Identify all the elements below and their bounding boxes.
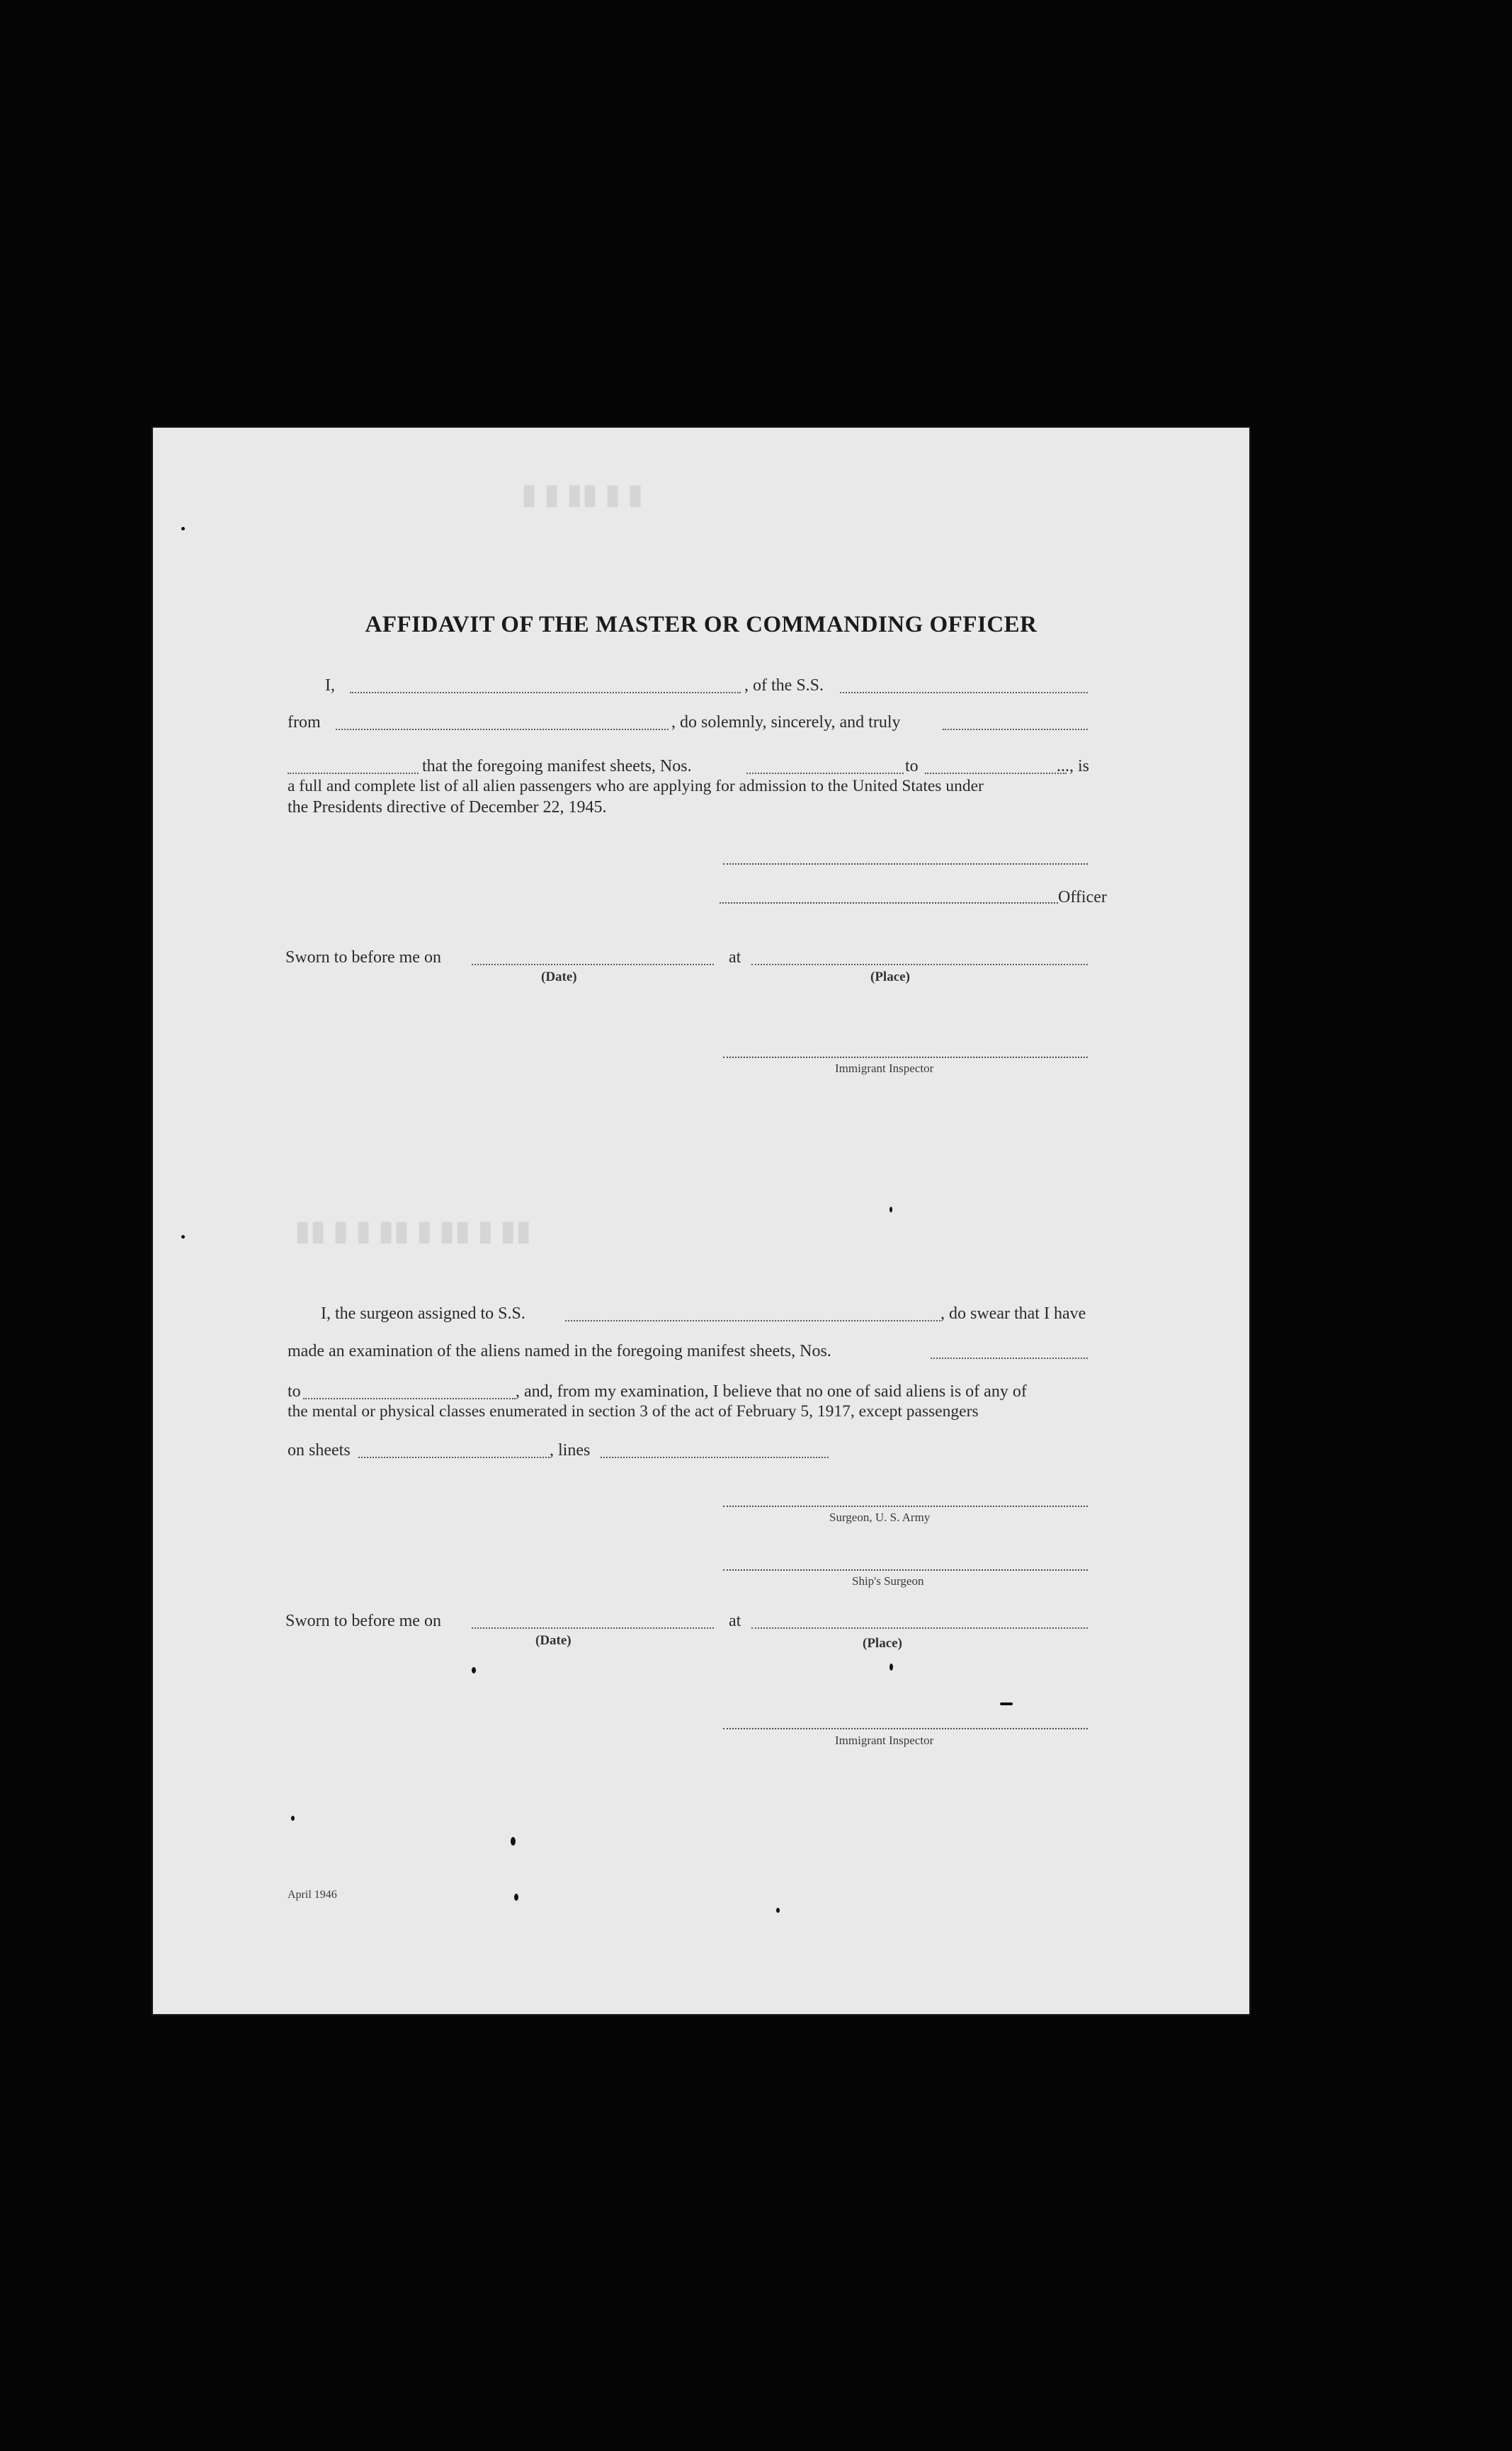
ship-surgeon-signature-line[interactable]: [723, 1569, 1088, 1571]
master-name-field[interactable]: [350, 692, 741, 693]
master-sworn-date-field[interactable]: [472, 964, 714, 965]
scan-speck: [181, 1235, 185, 1239]
ship-surgeon-caption: Ship's Surgeon: [852, 1574, 924, 1588]
scan-speck: [1000, 1702, 1013, 1705]
master-port-field[interactable]: [336, 729, 669, 730]
master-swear-label: , do solemnly, sincerely, and truly: [671, 713, 901, 732]
surgeon-exception-sheets-field[interactable]: [358, 1457, 550, 1458]
scan-speck: [472, 1667, 476, 1673]
surgeon-at-label: at: [729, 1612, 741, 1630]
master-truly-field[interactable]: [943, 729, 1088, 730]
surgeon-on-sheets-label: on sheets: [288, 1441, 351, 1460]
surgeon-exam-label: made an examination of the aliens named in the foregoing manifest sheets, Nos.: [288, 1342, 831, 1360]
master-sheets-from-field[interactable]: [746, 773, 904, 774]
master-ss-label: , of the S.S.: [744, 676, 824, 695]
master-place-caption: (Place): [870, 969, 910, 984]
master-directive-line: the Presidents directive of December 22, 1945.: [288, 798, 607, 817]
army-surgeon-caption: Surgeon, U. S. Army: [829, 1511, 931, 1524]
surgeon-sheets-to-field[interactable]: [303, 1398, 516, 1399]
master-sheets-to-field[interactable]: [925, 773, 1067, 774]
surgeon-sheets-from-field[interactable]: [931, 1358, 1088, 1359]
master-at-label: at: [729, 948, 741, 967]
scan-speck: [181, 527, 185, 530]
surgeon-place-caption: (Place): [863, 1636, 902, 1651]
army-surgeon-signature-line[interactable]: [723, 1506, 1088, 1507]
form-date-footer: April 1946: [288, 1889, 337, 1901]
master-date-caption: (Date): [541, 969, 577, 984]
officer-signature-line[interactable]: [720, 902, 1058, 904]
master-from-label: from: [288, 713, 321, 732]
scan-speck: [889, 1207, 892, 1212]
surgeon-sworn-label: Sworn to before me on: [285, 1612, 441, 1630]
surgeon-inspector-signature-line[interactable]: [723, 1728, 1088, 1729]
master-inspector-caption: Immigrant Inspector: [835, 1062, 934, 1075]
surgeon-ship-field[interactable]: [565, 1320, 940, 1321]
surgeon-lines-label: , lines: [550, 1441, 591, 1460]
master-sheets-label: that the foregoing manifest sheets, Nos.: [422, 757, 692, 775]
surgeon-swear-label: , do swear that I have: [940, 1304, 1086, 1323]
bleed-through-shadow: ▮▮ ▮ ▮ ▮▮ ▮ ▮▮ ▮ ▮▮: [295, 1215, 532, 1246]
scan-speck: [776, 1908, 780, 1913]
surgeon-exception-lines-field[interactable]: [601, 1457, 829, 1458]
surgeon-ss-label: I, the surgeon assigned to S.S.: [321, 1304, 525, 1323]
surgeon-belief-line: , and, from my examination, I believe that no one of said aliens is of any of: [516, 1382, 1027, 1401]
surgeon-sworn-date-field[interactable]: [472, 1627, 714, 1629]
master-swear-continuation-field[interactable]: [288, 773, 419, 774]
surgeon-classes-line: the mental or physical classes enumerated in section 3 of the act of February 5, 1917, except passengers: [288, 1402, 979, 1421]
scan-speck: [291, 1816, 295, 1821]
master-sheets-to-label: to: [905, 757, 919, 775]
officer-label: Officer: [1058, 888, 1107, 906]
surgeon-to-label: to: [288, 1382, 301, 1401]
master-sworn-label: Sworn to before me on: [285, 948, 441, 967]
master-i-label: I,: [325, 676, 335, 695]
scan-speck: [511, 1837, 516, 1846]
surgeon-sworn-place-field[interactable]: [751, 1627, 1088, 1629]
scan-speck: [514, 1894, 518, 1901]
master-statement-line: a full and complete list of all alien passengers who are applying for admission to the United States under: [288, 777, 984, 795]
surgeon-date-caption: (Date): [535, 1633, 572, 1648]
scan-speck: [889, 1664, 893, 1671]
surgeon-inspector-caption: Immigrant Inspector: [835, 1734, 934, 1747]
master-ship-field[interactable]: [840, 692, 1088, 693]
form-title: AFFIDAVIT OF THE MASTER OR COMMANDING OFFICER: [365, 612, 1038, 637]
master-is-label: ..., is: [1057, 757, 1090, 775]
master-sworn-place-field[interactable]: [751, 964, 1088, 965]
master-signature-line[interactable]: [723, 863, 1088, 865]
bleed-through-shadow: ▮ ▮ ▮▮ ▮ ▮: [521, 478, 644, 510]
affidavit-form-page: [153, 428, 1249, 2014]
master-inspector-signature-line[interactable]: [723, 1057, 1088, 1058]
